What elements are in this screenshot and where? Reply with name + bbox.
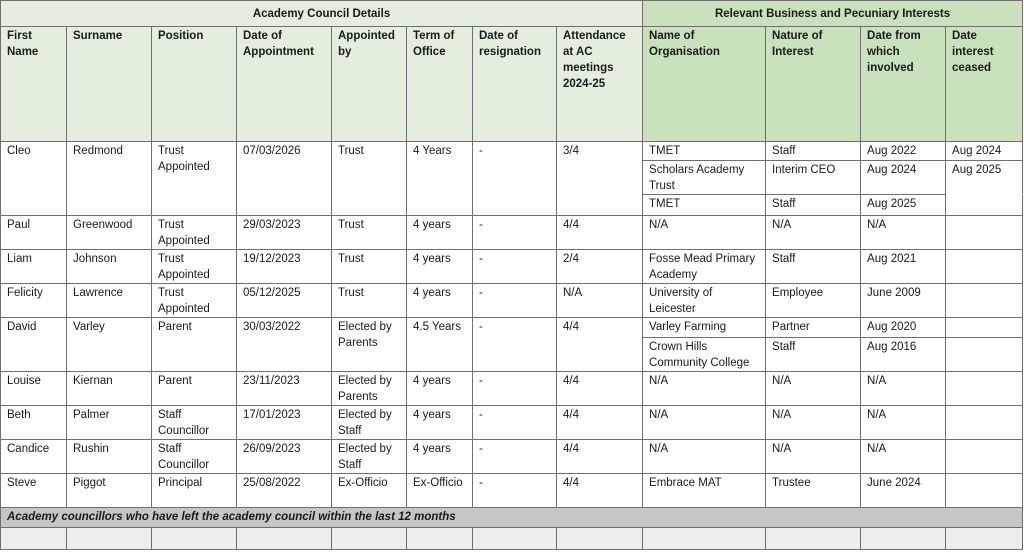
header-term-of-office: Term of Office: [407, 27, 473, 142]
cell-nature-of-interest: Staff: [766, 195, 861, 216]
cell-first-name: Cleo: [1, 142, 67, 216]
cell-appointed-by: Elected by Parents: [332, 318, 407, 372]
cell-first-name: Beth: [1, 406, 67, 440]
header-name-of-organisation: Name of Organisation: [643, 27, 766, 142]
cell-term-of-office: 4 years: [407, 216, 473, 250]
cell-date-ceased: [946, 318, 1023, 338]
cell-nature-of-interest: Staff: [766, 338, 861, 372]
cell-attendance: N/A: [557, 284, 643, 318]
cell-organisation: N/A: [643, 216, 766, 250]
cell-date-ceased: [946, 406, 1023, 440]
header-date-of-appointment: Date of Appointment: [237, 27, 332, 142]
cell-nature-of-interest: N/A: [766, 440, 861, 474]
group-title-interests: Relevant Business and Pecuniary Interests: [643, 1, 1023, 27]
cell-term-of-office: 4 years: [407, 372, 473, 406]
cell-date-of-appointment: 29/03/2023: [237, 216, 332, 250]
cell-term-of-office: 4.5 Years: [407, 318, 473, 372]
cell-organisation: TMET: [643, 142, 766, 161]
cell-attendance: 4/4: [557, 318, 643, 372]
cell-position: Parent: [152, 318, 237, 372]
cell-date-of-appointment: 19/12/2023: [237, 250, 332, 284]
left-councillors-section-row: [1, 508, 1023, 528]
empty-cell: [946, 528, 1023, 550]
header-appointed-by: Appointed by: [332, 27, 407, 142]
cell-date-of-resignation: -: [473, 318, 557, 372]
empty-cell: [473, 528, 557, 550]
cell-date-of-resignation: -: [473, 372, 557, 406]
cell-nature-of-interest: Staff: [766, 250, 861, 284]
cell-nature-of-interest: Interim CEO: [766, 161, 861, 195]
cell-first-name: Felicity: [1, 284, 67, 318]
header-surname: Surname: [67, 27, 152, 142]
cell-term-of-office: Ex-Officio: [407, 474, 473, 508]
cell-first-name: Liam: [1, 250, 67, 284]
cell-surname: Rushin: [67, 440, 152, 474]
cell-position: Parent: [152, 372, 237, 406]
empty-cell: [861, 528, 946, 550]
cell-appointed-by: Trust: [332, 142, 407, 216]
member-row: [1, 284, 1023, 318]
cell-date-from: Aug 2025: [861, 195, 946, 216]
cell-nature-of-interest: Staff: [766, 142, 861, 161]
cell-date-of-appointment: 25/08/2022: [237, 474, 332, 508]
cell-first-name: David: [1, 318, 67, 372]
cell-date-ceased: Aug 2024: [946, 142, 1023, 161]
cell-nature-of-interest: Employee: [766, 284, 861, 318]
cell-attendance: 4/4: [557, 406, 643, 440]
cell-first-name: Steve: [1, 474, 67, 508]
cell-surname: Redmond: [67, 142, 152, 216]
cell-surname: Palmer: [67, 406, 152, 440]
cell-date-of-appointment: 17/01/2023: [237, 406, 332, 440]
column-header-row: [1, 27, 1023, 142]
cell-surname: Varley: [67, 318, 152, 372]
group-title-council-details: Academy Council Details: [1, 1, 643, 27]
header-date-of-resignation: Date of resignation: [473, 27, 557, 142]
member-row: [1, 318, 1023, 338]
header-position: Position: [152, 27, 237, 142]
cell-surname: Piggot: [67, 474, 152, 508]
cell-attendance: 4/4: [557, 474, 643, 508]
cell-organisation: TMET: [643, 195, 766, 216]
member-row: [1, 216, 1023, 250]
cell-organisation: Fosse Mead Primary Academy: [643, 250, 766, 284]
cell-date-from: N/A: [861, 440, 946, 474]
cell-appointed-by: Ex-Officio: [332, 474, 407, 508]
header-first-name: First Name: [1, 27, 67, 142]
cell-date-from: Aug 2020: [861, 318, 946, 338]
cell-date-of-resignation: -: [473, 474, 557, 508]
empty-cell: [1, 528, 67, 550]
cell-position: Trust Appointed: [152, 142, 237, 216]
cell-date-of-appointment: 23/11/2023: [237, 372, 332, 406]
cell-first-name: Candice: [1, 440, 67, 474]
group-header-row: [1, 1, 1023, 27]
cell-date-from: Aug 2022: [861, 142, 946, 161]
cell-appointed-by: Trust: [332, 250, 407, 284]
cell-date-of-resignation: -: [473, 142, 557, 216]
cell-date-of-appointment: 26/09/2023: [237, 440, 332, 474]
cell-surname: Johnson: [67, 250, 152, 284]
empty-cell: [557, 528, 643, 550]
member-row: [1, 474, 1023, 508]
cell-position: Trust Appointed: [152, 216, 237, 250]
cell-appointed-by: Elected by Staff: [332, 406, 407, 440]
cell-attendance: 2/4: [557, 250, 643, 284]
header-nature-of-interest: Nature of Interest: [766, 27, 861, 142]
cell-date-ceased: [946, 216, 1023, 250]
cell-position: Staff Councillor: [152, 440, 237, 474]
header-attendance: Attendance at AC meetings 2024-25: [557, 27, 643, 142]
cell-first-name: Paul: [1, 216, 67, 250]
cell-date-from: June 2009: [861, 284, 946, 318]
cell-date-from: June 2024: [861, 474, 946, 508]
cell-date-from: Aug 2024: [861, 161, 946, 195]
empty-cell: [332, 528, 407, 550]
cell-attendance: 4/4: [557, 372, 643, 406]
left-councillors-section-label: Academy councillors who have left the academy council within the last 12 months: [1, 508, 1023, 528]
cell-date-from: Aug 2016: [861, 338, 946, 372]
empty-row: [1, 528, 1023, 550]
cell-organisation: Scholars Academy Trust: [643, 161, 766, 195]
cell-date-of-appointment: 05/12/2025: [237, 284, 332, 318]
cell-term-of-office: 4 Years: [407, 142, 473, 216]
cell-appointed-by: Elected by Parents: [332, 372, 407, 406]
cell-date-of-resignation: -: [473, 250, 557, 284]
cell-date-ceased: [946, 372, 1023, 406]
member-row: [1, 250, 1023, 284]
cell-position: Trust Appointed: [152, 250, 237, 284]
cell-organisation: N/A: [643, 440, 766, 474]
cell-term-of-office: 4 years: [407, 250, 473, 284]
cell-position: Trust Appointed: [152, 284, 237, 318]
cell-date-ceased: [946, 250, 1023, 284]
cell-nature-of-interest: N/A: [766, 406, 861, 440]
cell-organisation: Varley Farming: [643, 318, 766, 338]
cell-term-of-office: 4 years: [407, 284, 473, 318]
cell-date-ceased: [946, 284, 1023, 318]
cell-appointed-by: Elected by Staff: [332, 440, 407, 474]
cell-nature-of-interest: Trustee: [766, 474, 861, 508]
cell-surname: Kiernan: [67, 372, 152, 406]
cell-date-from: N/A: [861, 406, 946, 440]
cell-nature-of-interest: N/A: [766, 216, 861, 250]
cell-organisation: N/A: [643, 372, 766, 406]
cell-attendance: 4/4: [557, 440, 643, 474]
member-row: [1, 440, 1023, 474]
empty-cell: [152, 528, 237, 550]
empty-cell: [407, 528, 473, 550]
cell-date-of-resignation: -: [473, 406, 557, 440]
cell-surname: Greenwood: [67, 216, 152, 250]
cell-date-of-resignation: -: [473, 216, 557, 250]
empty-cell: [237, 528, 332, 550]
cell-date-of-appointment: 07/03/2026: [237, 142, 332, 216]
cell-attendance: 3/4: [557, 142, 643, 216]
empty-cell: [643, 528, 766, 550]
cell-attendance: 4/4: [557, 216, 643, 250]
cell-position: Staff Councillor: [152, 406, 237, 440]
cell-appointed-by: Trust: [332, 284, 407, 318]
member-row: [1, 406, 1023, 440]
empty-cell: [67, 528, 152, 550]
cell-term-of-office: 4 years: [407, 440, 473, 474]
cell-organisation: Embrace MAT: [643, 474, 766, 508]
cell-appointed-by: Trust: [332, 216, 407, 250]
cell-term-of-office: 4 years: [407, 406, 473, 440]
cell-date-ceased: Aug 2025: [946, 161, 1023, 195]
cell-date-of-resignation: -: [473, 440, 557, 474]
cell-organisation: Crown Hills Community College: [643, 338, 766, 372]
cell-organisation: University of Leicester: [643, 284, 766, 318]
member-row: [1, 372, 1023, 406]
header-date-ceased: Date interest ceased: [946, 27, 1023, 142]
cell-date-from: Aug 2021: [861, 250, 946, 284]
cell-position: Principal: [152, 474, 237, 508]
cell-date-ceased: [946, 474, 1023, 508]
cell-date-of-resignation: -: [473, 284, 557, 318]
cell-date-from: N/A: [861, 216, 946, 250]
cell-date-ceased: [946, 195, 1023, 216]
empty-cell: [766, 528, 861, 550]
cell-surname: Lawrence: [67, 284, 152, 318]
cell-date-ceased: [946, 338, 1023, 372]
cell-nature-of-interest: N/A: [766, 372, 861, 406]
member-row: [1, 142, 1023, 161]
cell-nature-of-interest: Partner: [766, 318, 861, 338]
cell-first-name: Louise: [1, 372, 67, 406]
header-date-from: Date from which involved: [861, 27, 946, 142]
cell-date-from: N/A: [861, 372, 946, 406]
cell-date-ceased: [946, 440, 1023, 474]
cell-organisation: N/A: [643, 406, 766, 440]
cell-date-of-appointment: 30/03/2022: [237, 318, 332, 372]
